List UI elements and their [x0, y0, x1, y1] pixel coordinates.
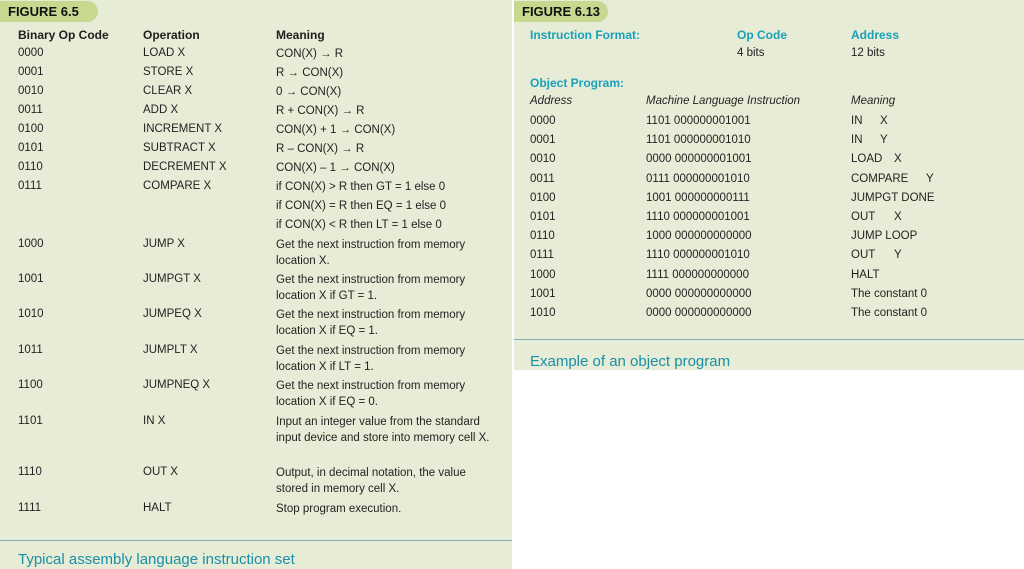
machine-instruction-cell: 1110 000000001001	[646, 211, 750, 223]
address-bits: 12 bits	[851, 47, 885, 59]
operation-cell: INCREMENT X	[143, 123, 223, 135]
column-header-operation: Operation	[143, 28, 200, 42]
figure-6-13-panel	[514, 0, 1024, 370]
operation-cell: OUT X	[143, 466, 178, 478]
address-cell: 0000	[530, 115, 556, 127]
opcode-cell: 0000	[18, 47, 44, 59]
column-header-opcode: Binary Op Code	[18, 28, 109, 42]
meaning-cell: CON(X) + 1 → CON(X)	[276, 124, 396, 136]
meaning-arg-cell: X	[894, 153, 902, 166]
meaning-op-cell: HALT	[851, 268, 880, 281]
meaning-cell: R → CON(X)	[276, 67, 344, 79]
operation-cell: JUMPGT X	[143, 273, 201, 285]
opcode-cell: 0011	[18, 104, 43, 116]
machine-instruction-cell: 0000 000000000000	[646, 307, 752, 319]
meaning-arg-cell: X	[894, 211, 902, 223]
meaning-cell: Input an integer value from the standard input device and store into memory cell X.	[276, 416, 490, 444]
machine-instruction-cell: 1000 000000000000	[646, 230, 752, 243]
meaning-cell: R + CON(X) → R	[276, 105, 365, 117]
operation-cell: STORE X	[143, 66, 194, 78]
operation-cell: COMPARE X	[143, 180, 212, 192]
opcode-cell: 0010	[18, 85, 44, 97]
opcode-cell: 0001	[18, 66, 44, 78]
machine-instruction-cell: 0111 000000001010	[646, 172, 750, 185]
figure-label: FIGURE 6.5	[0, 1, 98, 22]
opcode-cell: 1011	[18, 344, 43, 356]
machine-instruction-cell: 0000 000000000000	[646, 287, 752, 300]
meaning-op-cell: JUMP LOOP	[851, 230, 918, 243]
meaning-cell: Output, in decimal notation, the value stored in memory cell X.	[276, 467, 466, 495]
address-cell: 0101	[530, 211, 556, 223]
column-header-meaning: Meaning	[276, 28, 325, 42]
address-cell: 1000	[530, 268, 556, 281]
machine-instruction-cell: 1101 000000001001	[646, 115, 751, 127]
machine-instruction-cell: 0000 000000001001	[646, 153, 752, 166]
meaning-op-cell: The constant 0	[851, 307, 928, 319]
meaning-cell: CON(X) → R	[276, 48, 344, 60]
opcode-cell: 1101	[18, 415, 43, 427]
operation-cell: LOAD X	[143, 47, 186, 59]
address-cell: 0001	[530, 134, 556, 147]
meaning-op-cell: OUT	[851, 249, 876, 262]
meaning-arg-cell: Y	[894, 249, 902, 262]
meaning-cell: Stop program execution.	[276, 503, 402, 515]
instruction-format-label: Instruction Format:	[530, 28, 640, 42]
opcode-cell: 0110	[18, 161, 43, 173]
column-header-address: Address	[530, 95, 573, 107]
meaning-cell: CON(X) – 1 → CON(X)	[276, 162, 395, 174]
meaning-op-cell: IN	[851, 134, 863, 147]
operation-cell: HALT	[143, 502, 172, 514]
opcode-cell: 1000	[18, 238, 44, 250]
opcode-cell: 1110	[18, 466, 42, 478]
meaning-op-cell: LOAD	[851, 153, 883, 166]
meaning-arg-cell: Y	[926, 172, 934, 185]
address-cell: 0100	[530, 191, 556, 204]
meaning-op-cell: JUMPGT DONE	[851, 191, 935, 204]
opcode-cell: 1111	[18, 502, 42, 514]
meaning-op-cell: COMPARE	[851, 172, 909, 185]
operation-cell: DECREMENT X	[143, 161, 227, 173]
meaning-arg-cell: Y	[880, 134, 888, 147]
opcode-cell: 0111	[18, 180, 42, 192]
meaning-cell: Get the next instruction from memory location X if EQ = 0.	[276, 380, 466, 408]
operation-cell: IN X	[143, 415, 166, 427]
address-cell: 0011	[530, 172, 555, 185]
opcode-cell: 1001	[18, 273, 44, 285]
meaning-cell: Get the next instruction from memory location X.	[276, 239, 466, 267]
meaning-cell: Get the next instruction from memory location X if GT = 1.	[276, 274, 466, 302]
opcode-label: Op Code	[737, 28, 787, 42]
operation-cell: JUMP X	[143, 238, 185, 250]
machine-instruction-cell: 1001 000000000111	[646, 191, 750, 204]
operation-cell: ADD X	[143, 104, 179, 116]
operation-cell: JUMPEQ X	[143, 308, 202, 320]
meaning-cell: R – CON(X) → R	[276, 143, 365, 155]
column-header-machine-instruction: Machine Language Instruction	[646, 95, 801, 107]
opcode-bits: 4 bits	[737, 47, 765, 59]
meaning-arg-cell: X	[880, 115, 888, 127]
opcode-cell: 1010	[18, 308, 44, 320]
operation-cell: JUMPLT X	[143, 344, 198, 356]
meaning-cell: if CON(X) = R then EQ = 1 else 0	[276, 200, 447, 212]
address-cell: 0110	[530, 230, 555, 243]
address-label: Address	[851, 28, 900, 42]
figure-caption: Typical assembly language instruction set	[18, 551, 295, 568]
address-cell: 0111	[530, 249, 554, 262]
operation-cell: CLEAR X	[143, 85, 193, 97]
opcode-cell: 0100	[18, 123, 44, 135]
column-header-meaning: Meaning	[851, 95, 896, 107]
object-program-label: Object Program:	[530, 76, 625, 90]
meaning-op-cell: OUT	[851, 211, 876, 223]
meaning-op-cell: The constant 0	[851, 287, 928, 300]
address-cell: 1001	[530, 287, 556, 300]
machine-instruction-cell: 1111 000000000000	[646, 268, 749, 281]
machine-instruction-cell: 1110 000000001010	[646, 249, 750, 262]
figure-caption: Example of an object program	[530, 353, 731, 370]
caption-divider	[514, 339, 1024, 340]
operation-cell: JUMPNEQ X	[143, 379, 211, 391]
address-cell: 1010	[530, 307, 556, 319]
opcode-cell: 0101	[18, 142, 44, 154]
meaning-cell: Get the next instruction from memory location X if LT = 1.	[276, 345, 466, 373]
figure-label: FIGURE 6.13	[514, 1, 608, 22]
opcode-cell: 1100	[18, 379, 43, 391]
meaning-cell: 0 → CON(X)	[276, 86, 342, 98]
meaning-cell: if CON(X) > R then GT = 1 else 0	[276, 181, 446, 193]
meaning-cell: Get the next instruction from memory location X if EQ = 1.	[276, 309, 466, 337]
meaning-cell: if CON(X) < R then LT = 1 else 0	[276, 219, 442, 231]
machine-instruction-cell: 1101 000000001010	[646, 134, 751, 147]
caption-divider	[0, 540, 512, 541]
operation-cell: SUBTRACT X	[143, 142, 216, 154]
address-cell: 0010	[530, 153, 556, 166]
meaning-op-cell: IN	[851, 115, 863, 127]
